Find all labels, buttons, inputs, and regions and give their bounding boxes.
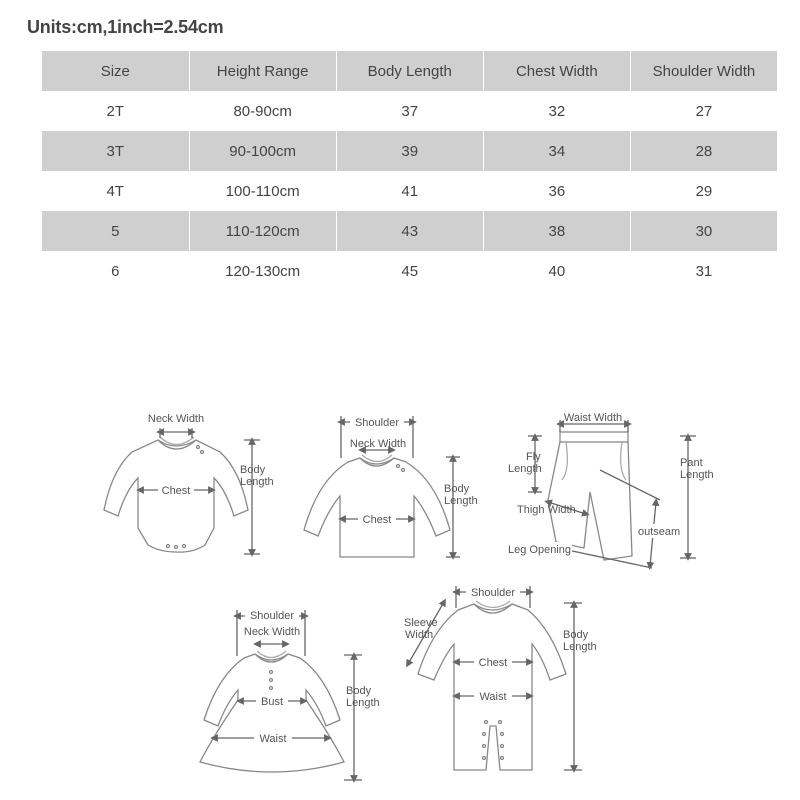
table-cell: 80-90cm — [189, 91, 336, 131]
label-body-length: Body — [240, 464, 266, 476]
label-fly-length: Fly — [526, 451, 541, 463]
label-body-length: Body — [563, 629, 589, 641]
label-leg-opening: Leg Opening — [508, 544, 571, 556]
table-cell: 29 — [630, 171, 777, 211]
label-neck-width: Neck Width — [147, 413, 205, 425]
column-header: Shoulder Width — [630, 51, 777, 91]
table-cell: 120-130cm — [189, 251, 336, 291]
label-body-length: Body — [346, 685, 372, 697]
label-shoulder: Shoulder — [470, 587, 516, 599]
column-header: Body Length — [336, 51, 483, 91]
label-neck-width: Neck Width — [349, 438, 407, 450]
label-outseam: outseam — [638, 526, 681, 538]
label-thigh-width: Thigh Width — [517, 504, 576, 516]
table-cell: 90-100cm — [189, 131, 336, 171]
size-chart-table — [42, 51, 778, 291]
label-fly-length-2: Length — [508, 463, 542, 475]
table-cell: 28 — [630, 131, 777, 171]
table-cell: 38 — [483, 211, 630, 251]
label-waist: Waist — [259, 733, 287, 745]
table-cell: 40 — [483, 251, 630, 291]
label-pant-length-2: Length — [680, 469, 714, 481]
label-body-length: Body — [444, 483, 470, 495]
label-waist: Waist — [479, 691, 507, 703]
label-shoulder: Shoulder — [249, 610, 295, 622]
label-body-length-2: Length — [444, 495, 478, 507]
table-row — [42, 131, 778, 171]
column-header: Height Range — [189, 51, 336, 91]
label-chest: Chest — [161, 485, 191, 497]
table-cell: 43 — [336, 211, 483, 251]
label-body-length-2: Length — [240, 476, 274, 488]
table-cell: 2T — [42, 91, 189, 131]
label-neck-width: Neck Width — [243, 626, 301, 638]
label-sleeve-width: Sleeve — [404, 617, 438, 629]
table-cell: 3T — [42, 131, 189, 171]
label-shoulder: Shoulder — [354, 417, 400, 429]
table-cell: 100-110cm — [189, 171, 336, 211]
table-cell: 27 — [630, 91, 777, 131]
table-cell: 32 — [483, 91, 630, 131]
table-row — [42, 91, 778, 131]
table-cell: 5 — [42, 211, 189, 251]
label-body-length-2: Length — [346, 697, 380, 709]
label-pant-length: Pant — [680, 457, 703, 469]
table-cell: 4T — [42, 171, 189, 211]
label-bust: Bust — [260, 696, 284, 708]
label-chest: Chest — [478, 657, 508, 669]
table-row — [42, 211, 778, 251]
column-header: Size — [42, 51, 189, 91]
measurement-diagrams — [0, 380, 800, 800]
table-row — [42, 171, 778, 211]
column-header: Chest Width — [483, 51, 630, 91]
romper-diagram — [408, 586, 582, 770]
table-cell: 34 — [483, 131, 630, 171]
label-sleeve-width-2: Width — [405, 629, 434, 641]
label-waist-width: Waist Width — [563, 412, 623, 424]
table-cell: 41 — [336, 171, 483, 211]
units-note: Units:cm,1inch=2.54cm — [27, 17, 224, 37]
table-header-row — [42, 51, 778, 91]
table-cell: 30 — [630, 211, 777, 251]
table-cell: 39 — [336, 131, 483, 171]
table-cell: 110-120cm — [189, 211, 336, 251]
table-cell: 31 — [630, 251, 777, 291]
label-body-length-2: Length — [563, 641, 597, 653]
table-cell: 36 — [483, 171, 630, 211]
label-chest: Chest — [362, 514, 392, 526]
table-cell: 6 — [42, 251, 189, 291]
table-cell: 45 — [336, 251, 483, 291]
table-cell: 37 — [336, 91, 483, 131]
table-row — [42, 251, 778, 291]
